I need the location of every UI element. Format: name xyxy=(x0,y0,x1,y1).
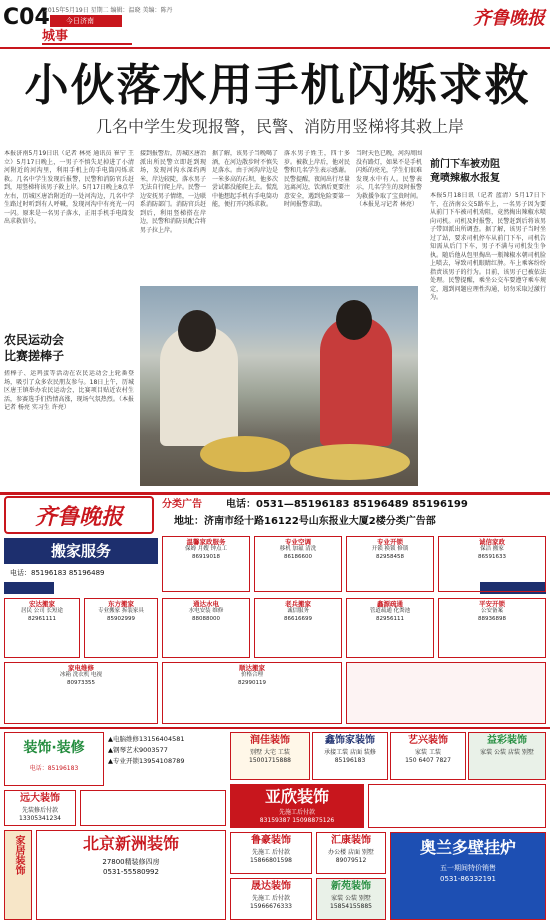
subheadline: 几名中学生发现报警，民警、消防用竖梯将其救上岸 xyxy=(95,117,464,136)
classified-ad: 鑫源疏通 管道疏通 化粪池 82956111 xyxy=(346,598,434,658)
banner-ad: 晟达装饰 先施工 后付款 15966676333 xyxy=(230,878,312,920)
banner-ad: 远大装饰 先装修后付款 13305341234 xyxy=(4,790,76,826)
sidebar-title: 农民运动会 比赛搓棒子 xyxy=(4,333,65,363)
ad-divider xyxy=(0,727,550,729)
banner-ad: 北京新洲装饰 27800精装修四房 0531-55580992 xyxy=(36,830,226,920)
date-line: 2015年5月19日 星期二 编辑：温晓 美编：陈丹 xyxy=(44,7,173,14)
right-article-body: 本报5月18日讯（记者 蓝清）5月17日下午，在济南公交5路车上，一名男子因为要从前门下车被司机劝阻，竟然掏出辣椒水喷向司机。司机及时报警，民警赶到后将该男子带回派出所调查。据了解，该男子当时坐过了站，要求司机停车从前门下车，司机告知需从后门下车，男子不满与司机发生争执。随后他从包里掏出一瓶辣椒水朝司机脸上喷去，导致司机眼睛红肿。车上乘客纷纷指责该男子的行为。目前，该男子已被依法处理。民警提醒，乘坐公交车要遵守乘车规定，遇到问题应理性沟通，切勿采取过激行为。 xyxy=(430,192,546,301)
page-number: C04 xyxy=(3,5,50,30)
banner-ad: 汇康装饰 办公楼 店面 别墅 89079512 xyxy=(316,832,386,874)
banner-ad: 亚欣装饰 先施工后付款 83159387 15098875126 xyxy=(230,784,364,828)
section-title: 城事 xyxy=(42,29,132,45)
moving-service-banner: 搬家服务 xyxy=(4,538,158,564)
classified-ad: 专业开锁 开锁 换锁 修锁 82958458 xyxy=(346,536,434,592)
right-article-title: 前门下车被劝阻 竟喷辣椒水报复 xyxy=(430,159,500,184)
banner-ad: 艺兴装饰 家装 工装 150 6407 7827 xyxy=(390,732,466,780)
classified-ad: 专业空调 移机 加氟 清洗 86186600 xyxy=(254,536,342,592)
masthead-logo: 齐鲁晚报 xyxy=(473,8,545,29)
classified-ad: 顺达搬家 价格合理 82990119 xyxy=(162,662,342,724)
news-photo xyxy=(140,286,418,486)
classified-ad: 通达水电 水电安装 维修 88088000 xyxy=(162,598,250,658)
article-column-5: 当时天色已晚，河沟周围没有路灯，如果不是手机闪烁的亮光，学生们很难发现水中有人。民警表示，几名学生的及时报警为救援争取了宝贵时间。（本报见习记者 林亮） xyxy=(356,150,422,208)
classified-ad: 平安开锁 公安备案 88936898 xyxy=(438,598,546,658)
banner-ad: 鑫饰家装饰 承接工装 店面 装修 85196183 xyxy=(312,732,388,780)
headline: 小伙落水用手机闪烁求救 xyxy=(24,60,531,111)
banner-ad: 鲁豪装饰 先施工 后付款 15866801598 xyxy=(230,832,312,874)
moving-service-phone: 电话：85196183 85196489 xyxy=(10,569,105,577)
article-column-3: 据了解，该男子当晚喝了酒，在河边散步时不慎失足落水。由于河沟岸边是一米多高的石坝，他多次尝试都没能爬上去。慌乱中他想起手机有手电筒功能，便打开闪烁求救。 xyxy=(212,150,278,208)
classified-ad: 诚信家政 保洁 搬家 86591633 xyxy=(438,536,546,592)
ad-category: 分类广告 xyxy=(162,499,202,510)
classified-ad: 东方搬家 专业搬家 拆装家具 85902999 xyxy=(84,598,158,658)
classified-ad: 老兵搬家 诚信服务 86616699 xyxy=(254,598,342,658)
banner-ad: 益彩装饰 家装 公装 店装 别墅 xyxy=(468,732,546,780)
banner-ad: 润佳装饰 别墅 大宅 工装 15001715888 xyxy=(230,732,310,780)
ad-lines: ▲电脑维修13156404581 ▲钢琴艺术9003577 ▲专业开锁13954108789 xyxy=(108,735,185,765)
article-column-2: 接到报警后，历城区唐冶派出所民警立即赶到现场，发现河沟水深约两米，岸边较陡，落水男子无法自行爬上岸。民警一边安抚男子情绪，一边联系消防部门。消防官兵赶到后，利用竖梯搭在岸边，民警和消防员配合将男子拉上岸。 xyxy=(140,150,206,234)
sidebar-body: 搓棒子、运鸡蛋等活动在农民运动会上轮番登场，吸引了众多农民朋友参与。18日上午，历城区唐王镇举办农民运动会，比赛项目贴近农村生活，参赛选手们热情高涨，现场气氛热烈。（本报记者 杨亮 实习生 许亮） xyxy=(4,370,134,411)
banner-ad: 奥兰多壁挂炉 五一期间特价销售 0531-86332191 xyxy=(390,832,546,920)
ad-tag-left xyxy=(4,582,54,594)
classified-ad xyxy=(346,662,546,724)
classified-ad: 宏达搬家 居民 公司 长短途 82961111 xyxy=(4,598,80,658)
ad-address: 地址：济南市经十路16122号山东报业大厦2楼分类广告部 xyxy=(174,516,436,527)
section-tab: 今日济南 xyxy=(50,15,122,27)
banner-ad xyxy=(368,784,546,828)
banner-ad xyxy=(80,790,226,826)
ad-logo: 齐鲁晚报 xyxy=(4,496,154,534)
header-rule xyxy=(0,47,550,49)
classified-ad: 温馨家政服务 保姆 月嫂 钟点工 86919018 xyxy=(162,536,250,592)
classified-ad: 家电维修 冰箱 洗衣机 电视 80973355 xyxy=(4,662,158,724)
decor-ad: 装饰·装修 电话：85196183 xyxy=(4,732,104,786)
banner-ad: 家居装饰 xyxy=(4,830,32,920)
article-column-4: 落水男子姓王，四十多岁。被救上岸后，他对民警和几名学生表示感谢。民警提醒，夜间出行尽量远离河边，饮酒后更要注意安全，遇到危险要第一时间报警求助。 xyxy=(284,150,350,208)
ad-section-rule xyxy=(0,492,550,495)
article-column-1: 本报济南5月19日讯（记者 林亮 通讯员 崔宁 王立）5月17日晚上，一男子不慎失足掉进了小清河附近的河沟里，利用手机上的手电筒闪烁求救。几名中学生发现后报警，民警和消防官兵赶到，用竖梯将该男子救上岸。5月17日晚上8点半左右，历城区唐冶附近的一处河沟边，几名中学生路过时听到有人呼喊，发现河沟中有亮光一闪一闪。原来是一名男子落水，正用手机手电筒发出求救信号。 xyxy=(4,150,134,225)
ad-phone: 电话：0531—85196183 85196489 85196199 xyxy=(226,499,468,510)
banner-ad: 新苑装饰 家装 公装 别墅 15854155885 xyxy=(316,878,386,920)
